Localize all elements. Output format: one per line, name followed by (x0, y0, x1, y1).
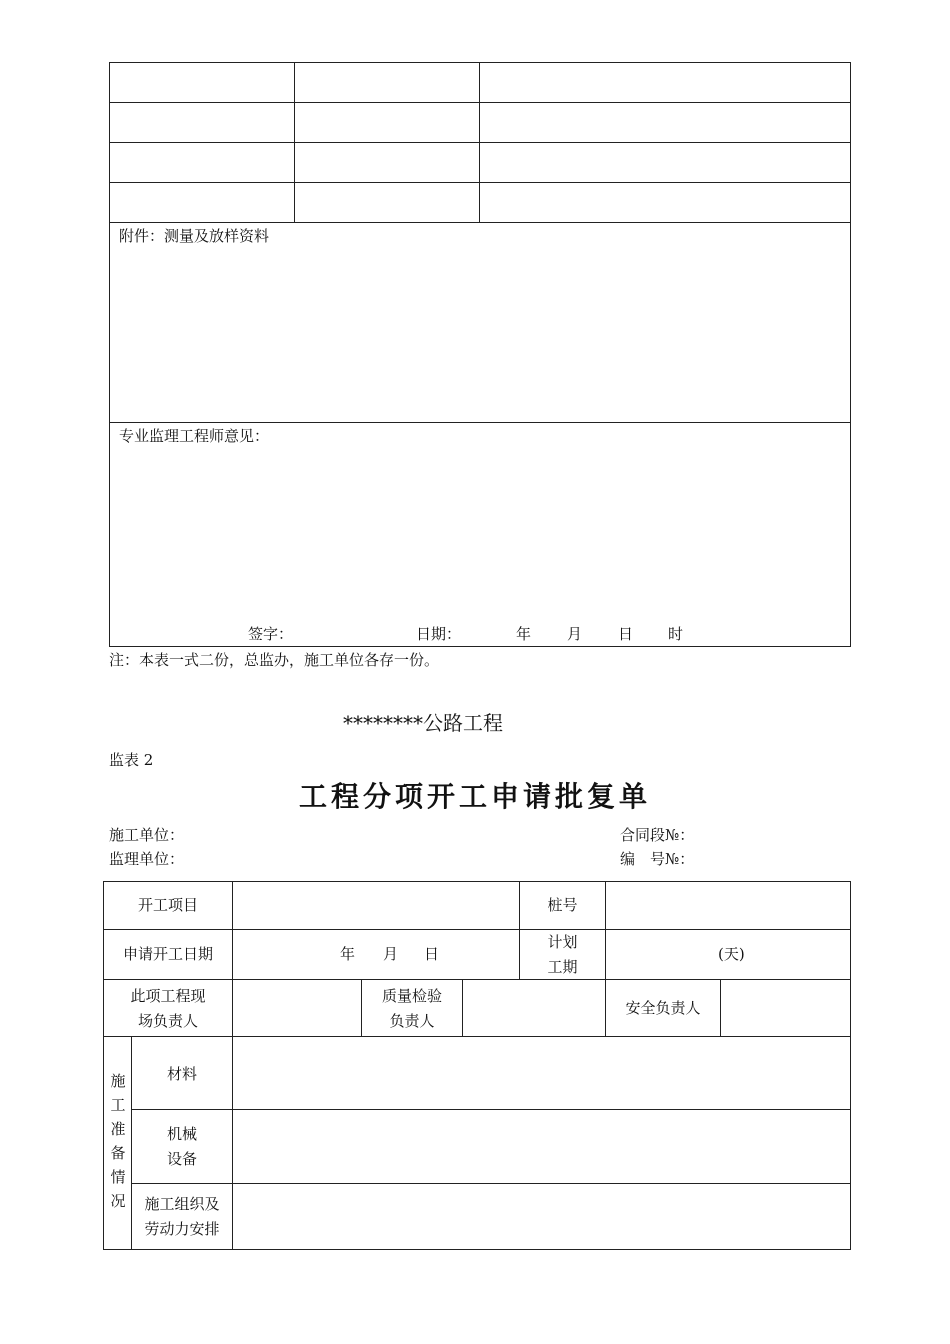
planned-period-label-2: 工期 (547, 958, 578, 976)
planned-period-label-1: 计划 (547, 933, 578, 951)
stake-no-field[interactable] (606, 882, 850, 929)
labor-org-label-1: 施工组织及 (144, 1195, 220, 1213)
safety-label: 安全负责人 (625, 999, 701, 1017)
machinery-label-2: 设备 (166, 1150, 197, 1168)
apply-date-day: 日 (424, 945, 440, 963)
rule (109, 222, 850, 223)
form-code: 监表 2 (109, 751, 154, 769)
site-manager-label-1: 此项工程现 (130, 987, 206, 1005)
sign-label: 签字： (248, 625, 294, 643)
site-manager-label-2: 场负责人 (137, 1012, 198, 1030)
quality-label-1: 质量检验 (381, 987, 442, 1005)
stake-no-label: 桩号 (547, 896, 578, 914)
serial-no-label: 编 号№： (620, 850, 695, 868)
contract-section-label: 合同段№： (620, 826, 695, 844)
labor-org-field[interactable] (233, 1184, 850, 1249)
quality-label-2: 负责人 (389, 1012, 435, 1030)
rule (109, 646, 850, 647)
project-title: ********公路工程 (343, 711, 503, 735)
date-day: 日 (618, 625, 634, 643)
date-hour: 时 (668, 625, 684, 643)
machinery-field[interactable] (233, 1110, 850, 1183)
rule (850, 881, 851, 1250)
date-year: 年 (516, 625, 532, 643)
start-item-label: 开工项目 (137, 896, 198, 914)
empty-cell[interactable] (295, 63, 479, 102)
form-title: 工程分项开工申请批复单 (298, 780, 651, 813)
materials-field[interactable] (233, 1037, 850, 1109)
empty-cell[interactable] (110, 63, 294, 102)
safety-field[interactable] (721, 980, 850, 1036)
rule (103, 1249, 850, 1250)
rule (103, 881, 104, 1250)
labor-org-label-2: 劳动力安排 (144, 1220, 220, 1238)
empty-cell[interactable] (480, 63, 850, 102)
site-manager-field[interactable] (233, 980, 361, 1036)
rule (850, 62, 851, 647)
rule (109, 422, 850, 423)
form-note: 注：本表一式二份，总监办，施工单位各存一份。 (109, 651, 440, 669)
apply-date-year: 年 (340, 945, 356, 963)
materials-label: 材料 (166, 1065, 197, 1083)
date-label: 日期： (416, 625, 462, 643)
quality-field[interactable] (463, 980, 605, 1036)
apply-date-label: 申请开工日期 (122, 945, 213, 963)
rule (109, 62, 110, 647)
prep-status-label: 施工准备情况 (110, 1072, 126, 1210)
apply-date-month: 月 (383, 945, 399, 963)
supervision-unit-label: 监理单位： (109, 850, 185, 868)
engineer-opinion-label: 专业监理工程师意见： (119, 427, 270, 445)
days-unit: (天) (718, 945, 745, 963)
construction-unit-label: 施工单位： (109, 826, 185, 844)
date-month: 月 (567, 625, 583, 643)
attachment-label: 附件：测量及放样资料 (119, 227, 270, 245)
machinery-label-1: 机械 (166, 1125, 197, 1143)
start-item-field[interactable] (233, 882, 519, 929)
rule (103, 929, 850, 930)
